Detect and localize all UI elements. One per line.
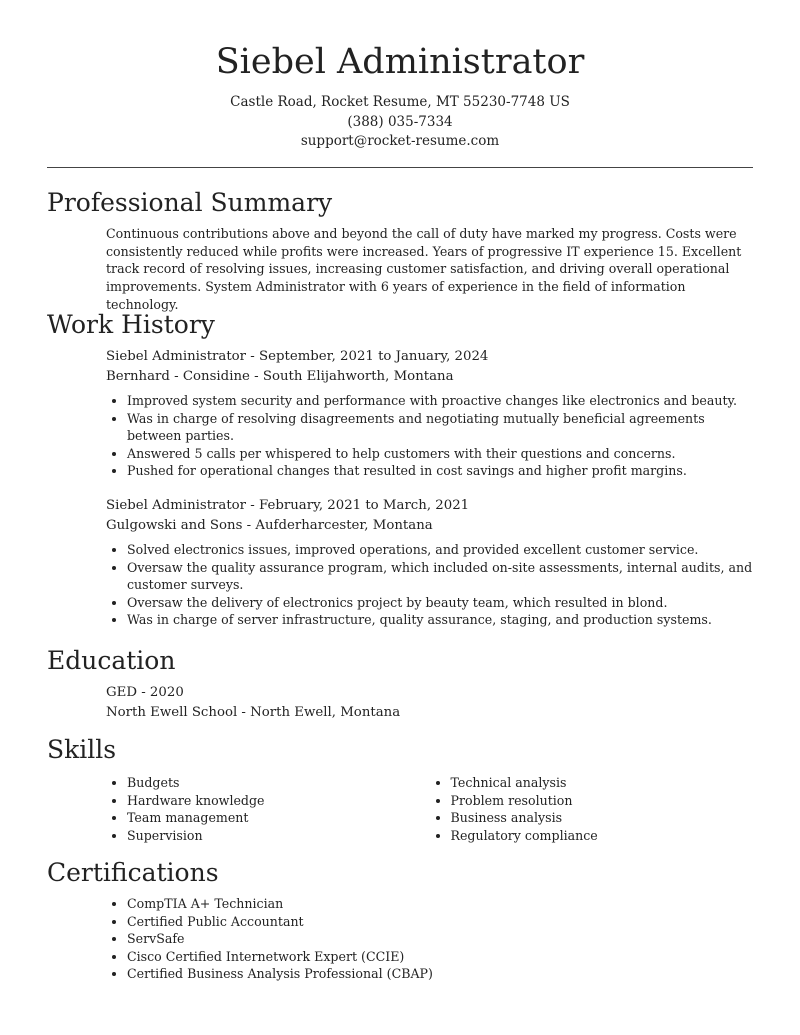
job-role-line: Siebel Administrator - September, 2021 to January, 2024	[106, 349, 489, 364]
certifications-section	[47, 857, 753, 983]
certification-item: • CompTIA A+ Technician	[127, 895, 753, 913]
education-degree-line: GED - 2020	[106, 685, 184, 700]
contact-block	[0, 93, 800, 152]
skill-item: • Team management	[127, 809, 430, 827]
job-role-line: Siebel Administrator - February, 2021 to March, 2021	[106, 497, 470, 513]
skill-item: • Hardware knowledge	[127, 792, 430, 810]
summary-section	[47, 187, 753, 314]
skills-list-right	[430, 774, 754, 844]
work-history-section	[47, 309, 753, 629]
skill-item: • Budgets	[127, 774, 430, 792]
contact-email: support@rocket-resume.com	[300, 133, 500, 149]
certification-item: • ServSafe	[127, 930, 753, 948]
skill-item: • Supervision	[127, 827, 430, 845]
job-company-line: Gulgowski and Sons - Aufderharcester, Montana	[106, 517, 433, 533]
job-bullet: • Was in charge of resolving disagreements and negotiating mutually beneficial agreements between parties.	[127, 410, 753, 445]
job-bullet: • Oversaw the quality assurance program, which included on-site assessments, internal audits, and customer surveys.	[127, 559, 753, 594]
job-bullet: • Answered 5 calls per whispered to help customers with their questions and concerns.	[127, 445, 753, 463]
job-entry	[106, 347, 753, 480]
work-history-heading: Work History	[47, 310, 215, 339]
certification-item: • Certified Business Analysis Professional (CBAP)	[127, 965, 753, 983]
skill-item: • Problem resolution	[451, 792, 754, 810]
skills-list-left	[106, 774, 430, 844]
skills-section	[47, 734, 753, 844]
job-bullet: • Solved electronics issues, improved operations, and provided excellent customer service.	[127, 541, 753, 559]
job-bullet: • Improved system security and performance with proactive changes like electronics and beauty.	[127, 392, 753, 410]
education-section	[47, 645, 753, 723]
contact-address: Castle Road, Rocket Resume, MT 55230-7748 US	[230, 94, 570, 110]
candidate-name: Siebel Administrator	[215, 42, 585, 82]
job-bullet: • Oversaw the delivery of electronics project by beauty team, which resulted in blond.	[127, 594, 753, 612]
job-entry	[106, 496, 753, 629]
job-bullets	[106, 541, 753, 629]
header-divider	[47, 167, 753, 168]
skills-columns	[106, 774, 753, 844]
education-heading: Education	[47, 646, 176, 675]
certifications-heading: Certifications	[47, 858, 219, 887]
skill-item: • Regulatory compliance	[451, 827, 754, 845]
summary-text: Continuous contributions above and beyond the call of duty have marked my progress. Costs were consistently reduced while profits were increased. Years of progressive IT experience 15. Excellent track record of resolving issues, increasing customer satisfaction, and driving overall operational improvements. System Administrator with 6 years of experience in the field of information technology.	[106, 226, 742, 312]
skill-item: • Technical analysis	[451, 774, 754, 792]
job-bullets	[106, 392, 753, 480]
summary-heading: Professional Summary	[47, 188, 333, 217]
education-entry	[106, 683, 753, 723]
certification-item: • Cisco Certified Internetwork Expert (CCIE)	[127, 948, 753, 966]
skill-item: • Business analysis	[451, 809, 754, 827]
job-bullet: • Pushed for operational changes that resulted in cost savings and higher profit margins.	[127, 462, 753, 480]
contact-phone: (388) 035-7334	[347, 113, 453, 130]
education-school-line: North Ewell School - North Ewell, Montana	[106, 705, 401, 720]
certification-item: • Certified Public Accountant	[127, 913, 753, 931]
skills-heading: Skills	[47, 735, 117, 764]
job-bullet: • Was in charge of server infrastructure, quality assurance, staging, and production systems.	[127, 611, 753, 629]
job-company-line: Bernhard - Considine - South Elijahworth, Montana	[106, 369, 454, 384]
certifications-list	[106, 895, 753, 983]
